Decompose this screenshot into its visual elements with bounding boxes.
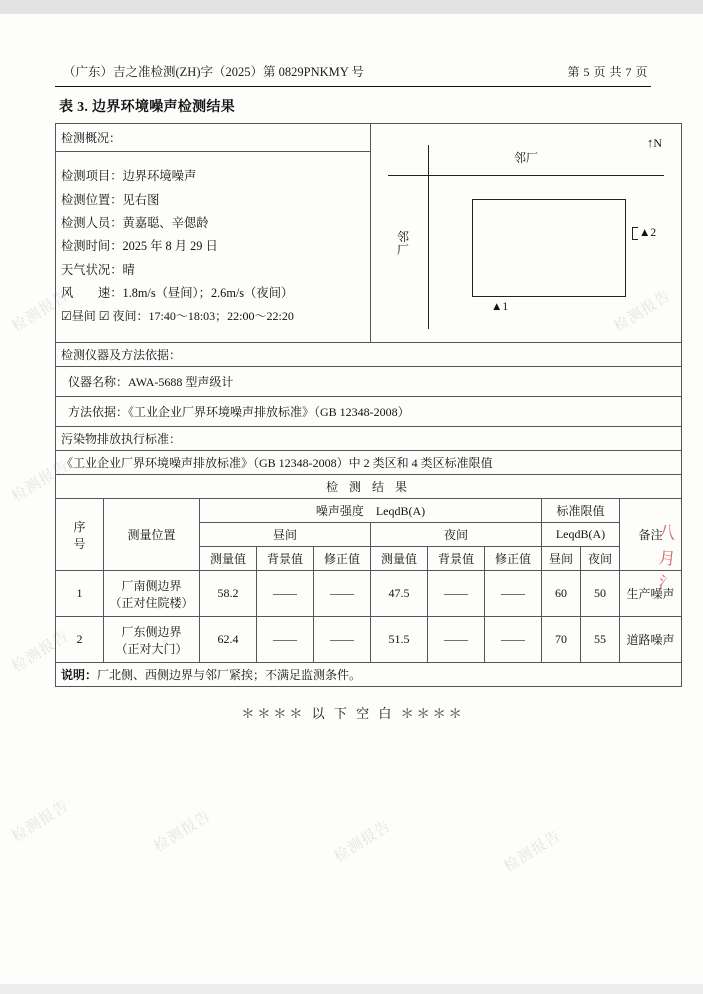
report-number: （广东）吉之准检测(ZH)字（2025）第 0829PNKMY 号 [63,65,364,79]
document-header [55,62,651,86]
cell-night-corrected: —— [485,617,542,663]
results-section-header: 检 测 结 果 [56,475,682,499]
standard-section-label: 污染物排放执行标准： [56,427,682,451]
monitor-point-1-marker: ▲1 [491,301,509,313]
north-indicator [647,135,662,151]
position-line-1: 厂南侧边界 [121,578,182,593]
info-item-weather: 天气状况：晴 [61,262,135,277]
table-header-row [56,499,682,523]
col-header-day-background: 背景值 [257,547,314,571]
cell-day-measured: 62.4 [200,617,257,663]
col-header-limit-day: 昼间 [542,547,581,571]
cell-day-background: —— [257,617,314,663]
watermark: 检测报告 [500,827,565,876]
north-arrow-icon: ↑ [646,135,654,150]
north-label: N [653,136,663,150]
blank-notice: ＊＊＊＊ 以 下 空 白 ＊＊＊＊ [241,706,465,721]
col-header-day-measured: 测量值 [200,547,257,571]
info-item-date: 检测时间：2025 年 8 月 29 日 [61,239,218,254]
cell-day-measured: 58.2 [200,571,257,617]
info-item-personnel: 检测人员：黄嘉聪、辛偲龄 [61,215,209,230]
table-row [56,571,682,617]
page-edge-top [0,0,703,14]
cell-night-background: —— [428,571,485,617]
info-item-location: 检测位置：见右图 [61,192,160,207]
watermark: 检测报告 [330,817,395,866]
overview-section-label: 检测概况： [56,124,371,152]
note-text: 厂北侧、西侧边界与邻厂紧挨；不满足监测条件。 [97,668,362,682]
road-vertical [428,145,429,329]
col-header-seq: 序 号 [56,499,104,571]
instrument-name: 仪器名称：AWA-5688 型声级计 [56,367,682,397]
col-header-limit-group: 标准限值 [542,499,620,523]
cell-night-measured: 51.5 [371,617,428,663]
position-line-1: 厂东侧边界 [121,624,182,639]
col-header-limit-night: 夜间 [581,547,620,571]
cell-limit-day: 70 [542,617,581,663]
cell-seq: 2 [56,617,104,663]
cell-day-corrected: —— [314,617,371,663]
col-header-night-corrected: 修正值 [485,547,542,571]
noise-results-table [55,123,682,687]
watermark: 检测报告 [8,627,73,676]
monitor-point-2-marker: ▲2 [632,227,656,240]
col-header-night-measured: 测量值 [371,547,428,571]
overview-info-cell [56,152,371,343]
cell-limit-night: 50 [581,571,620,617]
cell-seq: 1 [56,571,104,617]
note-label: 说明： [61,668,98,682]
stamp-char: 月 [657,547,677,569]
col-header-intensity: 噪声强度 LeqdB(A) [200,499,542,523]
col-header-position: 测量位置 [104,499,200,571]
header-divider [55,86,651,87]
cell-position [104,571,200,617]
col-header-remark: 备注 [620,499,682,571]
table-row [56,343,682,367]
table-row [56,367,682,397]
watermark: 检测报告 [150,807,215,856]
note-row [56,663,682,687]
document-content [55,62,675,722]
table-row [56,427,682,451]
cell-day-corrected: —— [314,571,371,617]
info-item-time-period: ☑昼间 ☑ 夜间：17:40～18:03；22:00～22:20 [61,309,294,324]
col-header-day-corrected: 修正值 [314,547,371,571]
table-title: 表 3. 边界环境噪声检测结果 [59,100,235,115]
table-row [56,475,682,499]
table-row [56,663,682,687]
page-number: 第 5 页 共 7 页 [567,65,648,79]
monitor-point-2-label: 2 [650,227,657,240]
cell-day-background: —— [257,571,314,617]
table-row [56,451,682,475]
instrument-section-label: 检测仪器及方法依据： [56,343,682,367]
cell-position [104,617,200,663]
cell-remark: 生产噪声 [620,571,682,617]
watermark: 检测报告 [8,287,73,336]
cell-limit-day: 60 [542,571,581,617]
standard-limit-text: 《工业企业厂界环境噪声排放标准》（GB 12348-2008）中 2 类区和 4 类区标准限值 [56,451,682,475]
stamp-char: 氵 [657,573,677,594]
cell-night-measured: 47.5 [371,571,428,617]
cell-remark: 道路噪声 [620,617,682,663]
method-basis: 方法依据：《工业企业厂界环境噪声排放标准》（GB 12348-2008） [56,397,682,427]
table-row [56,124,682,152]
watermark: 检测报告 [8,797,73,846]
watermark: 检测报告 [8,457,73,506]
bracket-icon [632,227,638,240]
stamp-char: 八 [657,522,677,543]
site-diagram [376,127,676,339]
site-diagram-cell [371,124,682,343]
road-horizontal [388,175,664,176]
col-header-night: 夜间 [371,523,542,547]
info-item-wind: 风 速：1.8m/s（昼间）；2.6m/s（夜间） [61,285,294,300]
plant-boundary-box [472,199,626,297]
neighbor-plant-top-label: 邻厂 [514,151,539,165]
info-item-project: 检测项目：边界环境噪声 [61,169,197,184]
neighbor-plant-left-label: 邻厂 [396,230,409,258]
col-header-night-background: 背景值 [428,547,485,571]
position-line-2: （正对住院楼） [109,595,194,610]
table-row [56,397,682,427]
cell-night-corrected: —— [485,571,542,617]
cell-limit-night: 55 [581,617,620,663]
cell-night-background: —— [428,617,485,663]
col-header-day: 昼间 [200,523,371,547]
watermark: 检测报告 [610,287,675,336]
position-line-2: （正对大门） [115,641,188,656]
col-header-limit-unit: LeqdB(A) [542,523,620,547]
page-edge-bottom [0,984,703,994]
table-row [56,617,682,663]
